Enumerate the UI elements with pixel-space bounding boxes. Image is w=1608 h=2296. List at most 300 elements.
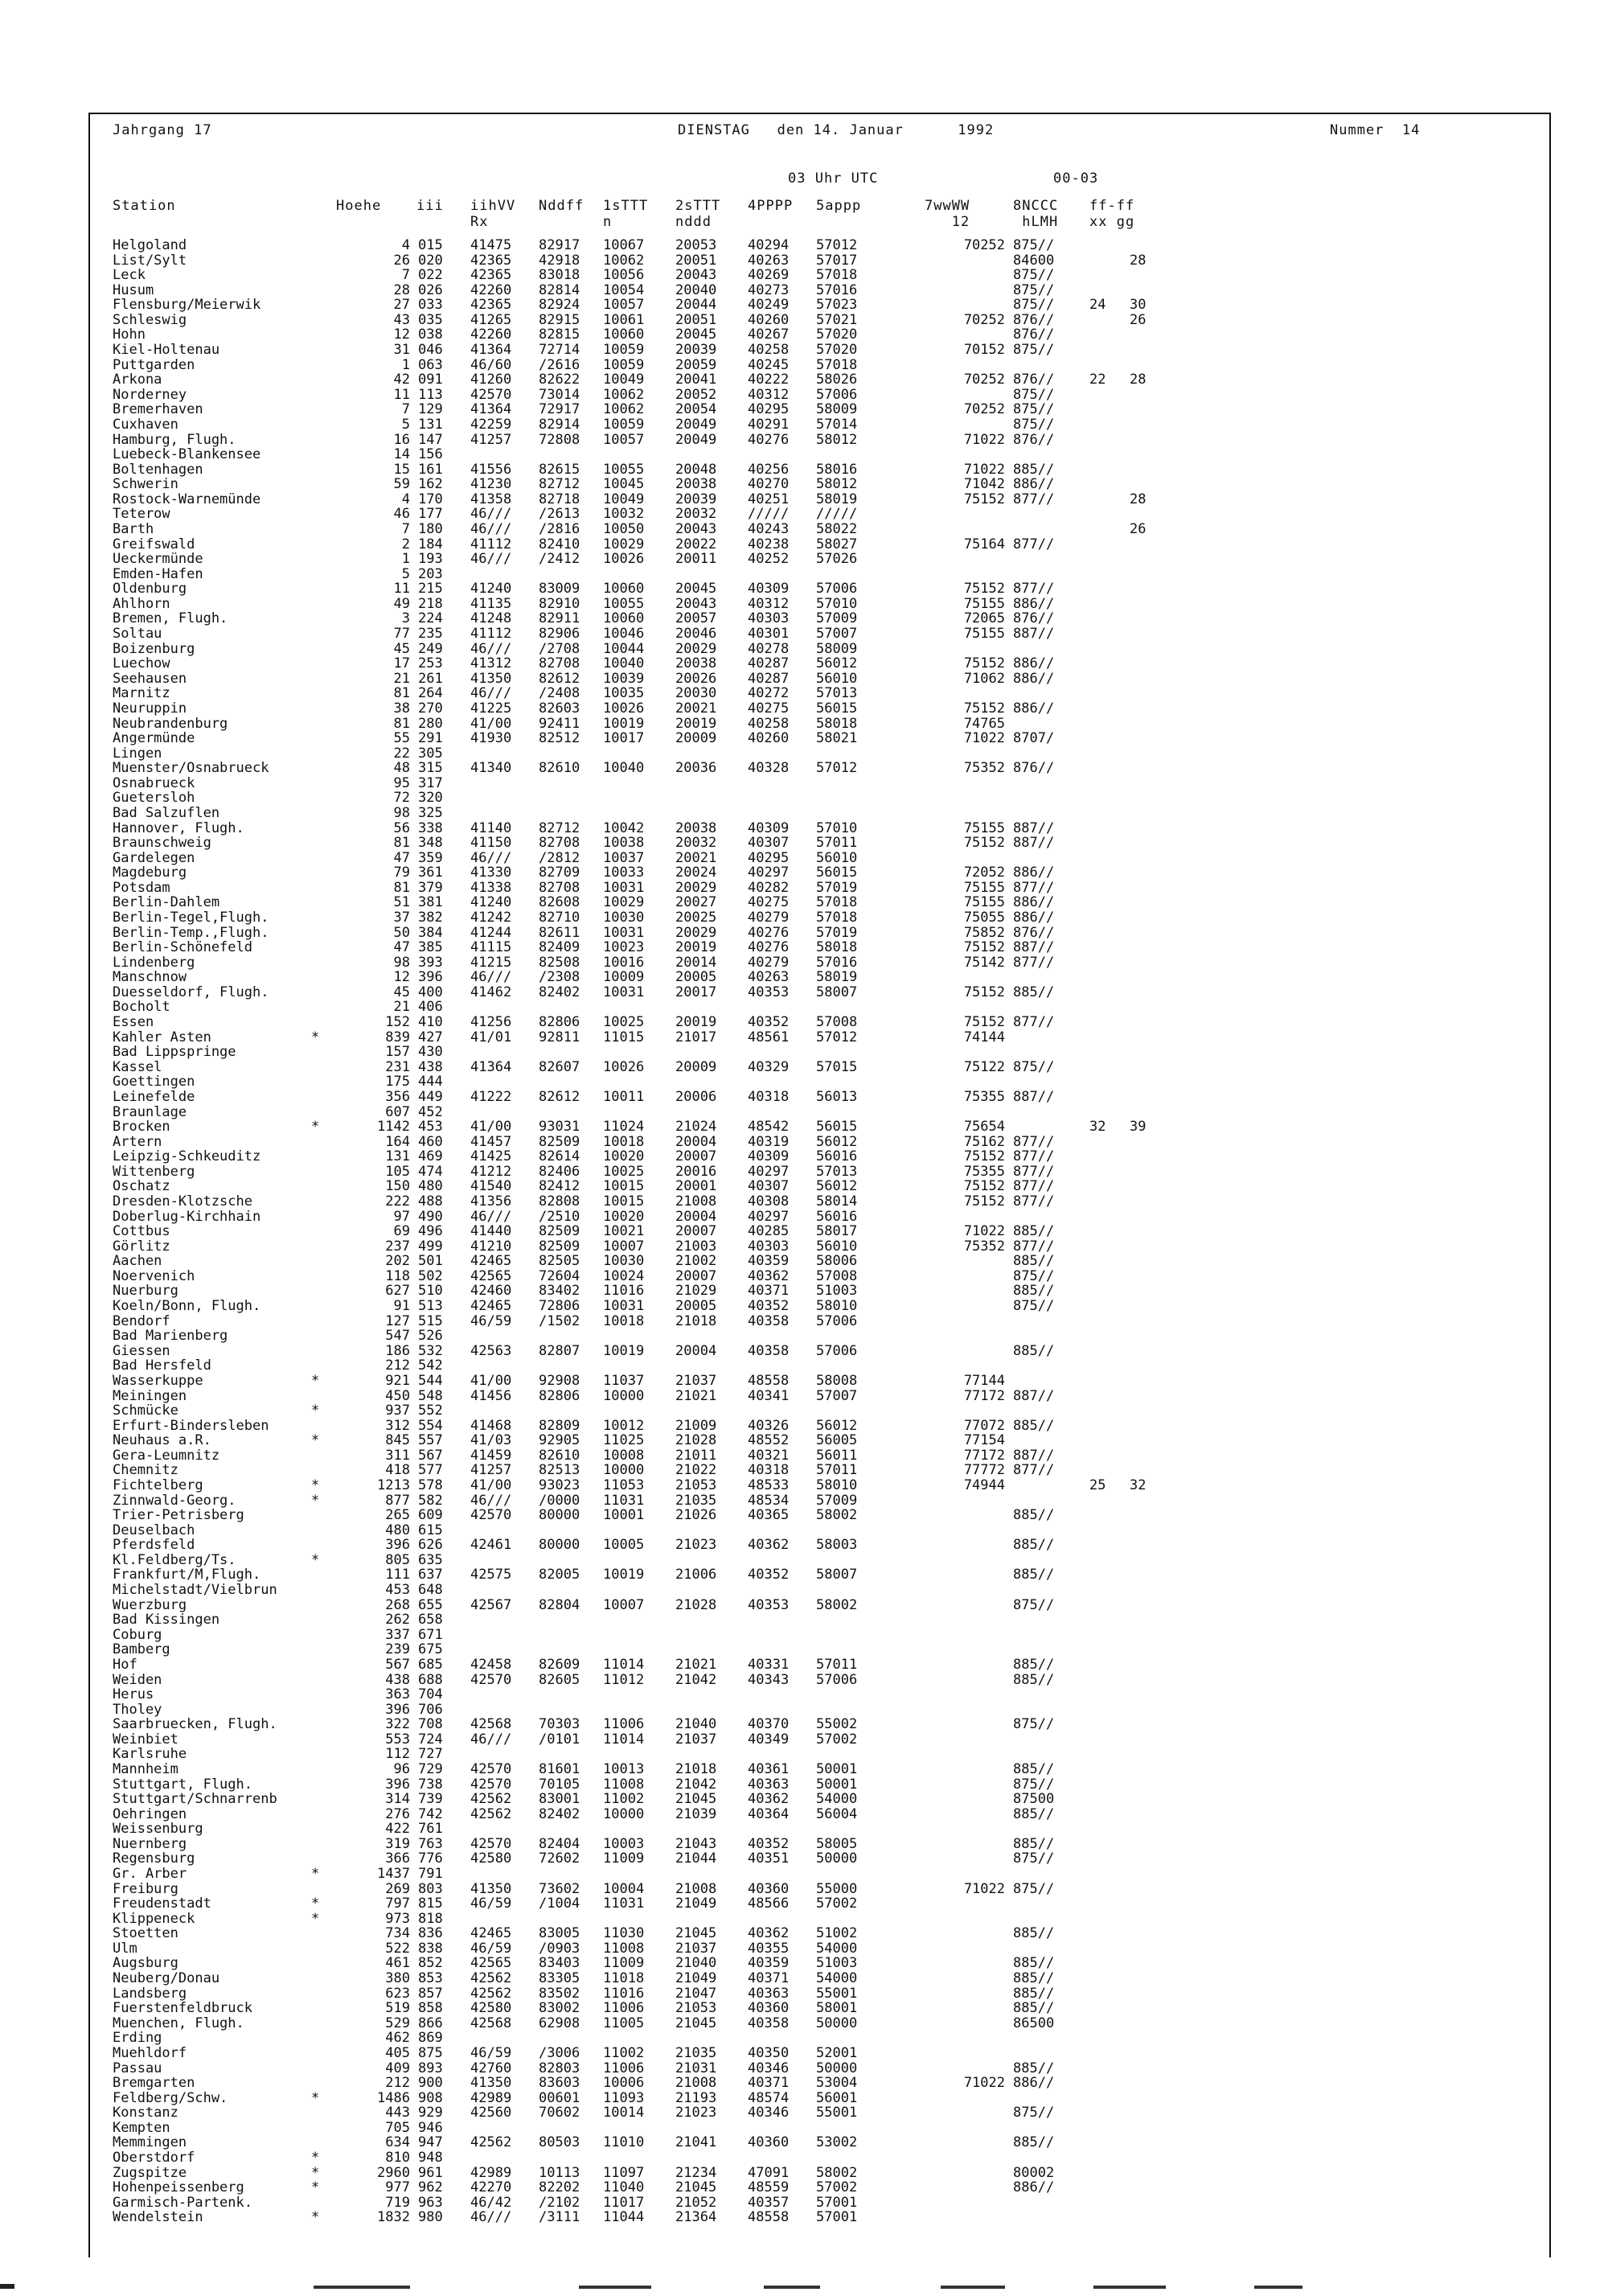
group-5appp: 57006 xyxy=(816,1671,858,1688)
group-8nccc: 885// xyxy=(1013,1970,1055,1987)
group-1sttt: 10055 xyxy=(603,595,645,612)
table-row xyxy=(113,1478,1479,1493)
table-row xyxy=(113,926,1479,941)
station-name: Weiden xyxy=(113,1671,162,1688)
station-hoehe: 96 xyxy=(393,1760,410,1777)
group-4pppp: 40370 xyxy=(748,1716,790,1733)
station-iii: 261 xyxy=(418,670,443,687)
group-1sttt: 10016 xyxy=(603,954,645,971)
station-iii: 961 xyxy=(418,2164,443,2181)
group-7wwww: 75055 xyxy=(963,910,1005,926)
station-name: Wuerzburg xyxy=(113,1596,187,1613)
table-row xyxy=(113,1747,1479,1762)
station-iii: 499 xyxy=(418,1238,443,1255)
group-4pppp: 40362 xyxy=(748,1791,790,1808)
station-iii: 818 xyxy=(418,1910,443,1927)
station-name: Barth xyxy=(113,520,154,537)
col-1sttt: 1sTTT n xyxy=(603,198,649,230)
group-5appp: 57011 xyxy=(816,835,858,852)
group-5appp: 58002 xyxy=(816,2164,858,2181)
group-ihvv: 42460 xyxy=(470,1283,512,1300)
group-5appp: 54000 xyxy=(816,1970,858,1987)
group-7wwww: 75152 xyxy=(963,1193,1005,1210)
group-2sttt: 20011 xyxy=(675,551,717,568)
group-8nccc: 886// xyxy=(1013,910,1055,926)
group-ihvv: 41257 xyxy=(470,1462,512,1479)
table-row xyxy=(113,1164,1479,1180)
group-5appp: 53002 xyxy=(816,2134,858,2151)
station-name: Neuberg/Donau xyxy=(113,1970,220,1987)
group-7wwww: 75162 xyxy=(963,1133,1005,1150)
group-ihvv: 46/// xyxy=(470,969,512,986)
station-iii: 488 xyxy=(418,1193,443,1210)
group-2sttt: 20004 xyxy=(675,1342,717,1359)
station-hoehe: 15 xyxy=(393,461,410,478)
group-ihvv: 41215 xyxy=(470,954,512,971)
station-hoehe: 314 xyxy=(385,1791,410,1808)
table-row xyxy=(113,1762,1479,1777)
group-4pppp: 40341 xyxy=(748,1387,790,1404)
group-nddff: 80000 xyxy=(539,1537,580,1554)
group-nddff: 82808 xyxy=(539,1193,580,1210)
group-8nccc: 875// xyxy=(1013,1880,1055,1897)
group-2sttt: 21193 xyxy=(675,2089,717,2106)
group-4pppp: 40352 xyxy=(748,1835,790,1852)
group-4pppp: 40360 xyxy=(748,2000,790,2017)
group-ihvv: 42570 xyxy=(470,1776,512,1793)
group-2sttt: 20007 xyxy=(675,1267,717,1284)
group-5appp: 58027 xyxy=(816,536,858,552)
group-ihvv: 42568 xyxy=(470,1716,512,1733)
station-name: Weinbiet xyxy=(113,1731,178,1748)
group-4pppp: 40361 xyxy=(748,1760,790,1777)
group-4pppp: 40358 xyxy=(748,2015,790,2031)
group-nddff: /2816 xyxy=(539,520,580,537)
group-1sttt: 11014 xyxy=(603,1656,645,1673)
station-iii: 359 xyxy=(418,849,443,866)
group-nddff: 82505 xyxy=(539,1253,580,1270)
group-ihvv: 42568 xyxy=(470,2015,512,2031)
table-row xyxy=(113,402,1479,417)
group-8nccc: 886// xyxy=(1013,700,1055,717)
group-nddff: 82509 xyxy=(539,1223,580,1240)
station-iii: 791 xyxy=(418,1866,443,1883)
station-hoehe: 112 xyxy=(385,1746,410,1763)
station-iii: 948 xyxy=(418,2150,443,2166)
group-ihvv: 46/// xyxy=(470,1731,512,1748)
station-hoehe: 12 xyxy=(393,969,410,986)
table-row xyxy=(113,1717,1479,1732)
station-hoehe: 937 xyxy=(385,1403,410,1419)
table-row xyxy=(113,970,1479,985)
group-4pppp: 40282 xyxy=(748,879,790,896)
station-iii: 035 xyxy=(418,311,443,328)
group-5appp: 57021 xyxy=(816,311,858,328)
group-2sttt: 20038 xyxy=(675,476,717,493)
table-row xyxy=(113,1403,1479,1419)
station-name: Braunschweig xyxy=(113,835,211,852)
station-iii: 490 xyxy=(418,1208,443,1225)
group-nddff: 82803 xyxy=(539,2060,580,2076)
station-hoehe: 7 xyxy=(401,267,410,284)
station-iii: 675 xyxy=(418,1641,443,1658)
table-row xyxy=(113,1284,1479,1299)
table-row xyxy=(113,1119,1479,1135)
table-row xyxy=(113,1105,1479,1120)
table-row xyxy=(113,806,1479,821)
group-4pppp: 48566 xyxy=(748,1896,790,1912)
group-4pppp: 40328 xyxy=(748,760,790,777)
group-nddff: 82710 xyxy=(539,910,580,926)
group-5appp: 57009 xyxy=(816,1492,858,1509)
table-row xyxy=(113,433,1479,448)
table-row xyxy=(113,1882,1479,1897)
group-2sttt: 21364 xyxy=(675,2209,717,2226)
station-hoehe: 17 xyxy=(393,655,410,672)
station-hoehe: 47 xyxy=(393,939,410,956)
station-name: Konstanz xyxy=(113,2105,178,2121)
station-hoehe: 418 xyxy=(385,1462,410,1479)
station-name: Hannover, Flugh. xyxy=(113,819,244,836)
station-name: Freudenstadt xyxy=(113,1896,211,1912)
group-8nccc: 886// xyxy=(1013,2075,1055,2092)
group-nddff: 82615 xyxy=(539,461,580,478)
group-2sttt: 21018 xyxy=(675,1312,717,1329)
group-4pppp: 40278 xyxy=(748,640,790,657)
group-8nccc: 885// xyxy=(1013,2000,1055,2017)
station-hoehe: 47 xyxy=(393,849,410,866)
table-row xyxy=(113,1986,1479,2002)
group-7wwww: 75152 xyxy=(963,1178,1005,1195)
group-2sttt: 20029 xyxy=(675,924,717,941)
station-name: Leck xyxy=(113,267,146,284)
station-hoehe: 567 xyxy=(385,1656,410,1673)
station-iii: 393 xyxy=(418,954,443,971)
group-1sttt: 11016 xyxy=(603,1985,645,2002)
group-8nccc: 885// xyxy=(1013,2060,1055,2076)
group-5appp: 55001 xyxy=(816,1985,858,2002)
station-name: Ueckermünde xyxy=(113,551,203,568)
station-iii: 396 xyxy=(418,969,443,986)
group-2sttt: 20024 xyxy=(675,865,717,881)
group-4pppp: 40371 xyxy=(748,1283,790,1300)
station-iii: 947 xyxy=(418,2134,443,2151)
station-hoehe: 50 xyxy=(393,924,410,941)
group-1sttt: 10015 xyxy=(603,1193,645,1210)
col-7wwww: 7wwWW 12 xyxy=(925,198,970,230)
group-nddff: 82911 xyxy=(539,610,580,627)
group-ihvv: 41112 xyxy=(470,536,512,552)
group-ihvv: 42560 xyxy=(470,2105,512,2121)
table-row xyxy=(113,2210,1479,2225)
group-nddff: /2616 xyxy=(539,356,580,373)
group-ihvv: 46/// xyxy=(470,640,512,657)
station-hoehe: 22 xyxy=(393,745,410,762)
station-iii: 020 xyxy=(418,252,443,269)
station-name: Frankfurt/M,Flugh. xyxy=(113,1567,261,1583)
table-row xyxy=(113,1299,1479,1314)
station-hoehe: 366 xyxy=(385,1850,410,1867)
group-1sttt: 10011 xyxy=(603,1088,645,1105)
station-name: Weissenburg xyxy=(113,1821,203,1838)
group-nddff: 82712 xyxy=(539,476,580,493)
station-name: Magdeburg xyxy=(113,865,187,881)
group-4pppp: 48533 xyxy=(748,1477,790,1493)
table-row xyxy=(113,417,1479,433)
group-4pppp: 40222 xyxy=(748,372,790,388)
station-iii: 382 xyxy=(418,910,443,926)
table-row xyxy=(113,1687,1479,1702)
station-name: Bad Lippspringe xyxy=(113,1044,236,1061)
table-row xyxy=(113,2121,1479,2136)
table-row xyxy=(113,1612,1479,1628)
group-nddff: 83009 xyxy=(539,581,580,598)
group-ihvv: 42989 xyxy=(470,2089,512,2106)
group-2sttt: 21023 xyxy=(675,1537,717,1554)
group-5appp: 58018 xyxy=(816,939,858,956)
station-hoehe: 422 xyxy=(385,1821,410,1838)
group-nddff: 82402 xyxy=(539,1805,580,1822)
station-iii: 253 xyxy=(418,655,443,672)
station-iii: 315 xyxy=(418,760,443,777)
station-hoehe: 131 xyxy=(385,1148,410,1165)
mountain-marker: * xyxy=(311,2209,320,2226)
group-1sttt: 10005 xyxy=(603,1537,645,1554)
station-hoehe: 607 xyxy=(385,1103,410,1120)
group-4pppp: 40371 xyxy=(748,1970,790,1987)
station-hoehe: 443 xyxy=(385,2105,410,2121)
group-5appp: 58009 xyxy=(816,401,858,418)
table-row xyxy=(113,851,1479,866)
station-iii: 858 xyxy=(418,2000,443,2017)
group-5appp: 50000 xyxy=(816,2060,858,2076)
table-row xyxy=(113,2091,1479,2106)
table-row xyxy=(113,1702,1479,1718)
group-5appp: 57009 xyxy=(816,610,858,627)
group-ihvv: 46/60 xyxy=(470,356,512,373)
group-7wwww: 72065 xyxy=(963,610,1005,627)
group-ihvv: 42575 xyxy=(470,1567,512,1583)
group-1sttt: 11015 xyxy=(603,1029,645,1045)
station-name: Ulm xyxy=(113,1940,137,1957)
table-row xyxy=(113,2061,1479,2076)
table-row xyxy=(113,731,1479,746)
group-2sttt: 20032 xyxy=(675,835,717,852)
group-ihvv: 41457 xyxy=(470,1133,512,1150)
group-2sttt: 21041 xyxy=(675,2134,717,2151)
group-ihvv: 42461 xyxy=(470,1537,512,1554)
group-2sttt: 20054 xyxy=(675,401,717,418)
station-name: Neuhaus a.R. xyxy=(113,1432,211,1449)
group-2sttt: 21031 xyxy=(675,2060,717,2076)
group-1sttt: 10000 xyxy=(603,1462,645,1479)
group-5appp: 58026 xyxy=(816,372,858,388)
group-4pppp: 40294 xyxy=(748,237,790,253)
station-hoehe: 529 xyxy=(385,2015,410,2031)
group-ihvv: 42989 xyxy=(470,2164,512,2181)
group-2sttt: 20025 xyxy=(675,910,717,926)
group-8nccc: 885// xyxy=(1013,1537,1055,1554)
group-5appp: 58002 xyxy=(816,1507,858,1524)
table-row xyxy=(113,2195,1479,2211)
group-nddff: /0101 xyxy=(539,1731,580,1748)
station-hoehe: 97 xyxy=(393,1208,410,1225)
station-hoehe: 319 xyxy=(385,1835,410,1852)
station-name: Oldenburg xyxy=(113,581,187,598)
group-8nccc: 875// xyxy=(1013,297,1055,314)
station-name: Neuruppin xyxy=(113,700,187,717)
group-ihvv: 42562 xyxy=(470,1805,512,1822)
group-1sttt: 10054 xyxy=(603,281,645,298)
station-name: Seehausen xyxy=(113,670,187,687)
station-hoehe: 95 xyxy=(393,774,410,791)
group-4pppp: ///// xyxy=(748,506,790,523)
group-8nccc: 876// xyxy=(1013,431,1055,448)
station-hoehe: 409 xyxy=(385,2060,410,2076)
group-2sttt: 21044 xyxy=(675,1850,717,1867)
group-nddff: 82622 xyxy=(539,372,580,388)
station-hoehe: 21 xyxy=(393,670,410,687)
station-name: List/Sylt xyxy=(113,252,187,269)
station-hoehe: 1437 xyxy=(377,1866,410,1883)
group-8nccc: 86500 xyxy=(1013,2015,1055,2031)
group-ihvv: 41930 xyxy=(470,730,512,747)
col-2sttt: 2sTTT nddd xyxy=(675,198,721,230)
station-name: Augsburg xyxy=(113,1955,178,1972)
station-hoehe: 450 xyxy=(385,1387,410,1404)
station-hoehe: 877 xyxy=(385,1492,410,1509)
group-1sttt: 11012 xyxy=(603,1671,645,1688)
group-8nccc: 875// xyxy=(1013,401,1055,418)
group-8nccc: 876// xyxy=(1013,610,1055,627)
group-8nccc: 877// xyxy=(1013,1462,1055,1479)
group-nddff: 73602 xyxy=(539,1880,580,1897)
group-7wwww: 74944 xyxy=(963,1477,1005,1493)
group-8nccc: 875// xyxy=(1013,1267,1055,1284)
station-hoehe: 111 xyxy=(385,1567,410,1583)
station-name: Hohenpeissenberg xyxy=(113,2179,244,2196)
group-ihvv: 41256 xyxy=(470,1014,512,1031)
group-ihvv: 42562 xyxy=(470,1970,512,1987)
group-8nccc: 886// xyxy=(1013,2179,1055,2196)
station-iii: 452 xyxy=(418,1103,443,1120)
group-nddff: 83502 xyxy=(539,1985,580,2002)
group-1sttt: 11018 xyxy=(603,1970,645,1987)
station-hoehe: 45 xyxy=(393,984,410,1000)
station-iii: 582 xyxy=(418,1492,443,1509)
station-name: Bremgarten xyxy=(113,2075,195,2092)
group-nddff: /2102 xyxy=(539,2194,580,2211)
group-nddff: 82410 xyxy=(539,536,580,552)
group-7wwww: 77172 xyxy=(963,1447,1005,1464)
group-1sttt: 10004 xyxy=(603,1880,645,1897)
station-iii: 900 xyxy=(418,2075,443,2092)
group-1sttt: 11009 xyxy=(603,1955,645,1972)
group-8nccc: 87500 xyxy=(1013,1791,1055,1808)
group-2sttt: 20009 xyxy=(675,730,717,747)
group-7wwww: 75152 xyxy=(963,1014,1005,1031)
table-row xyxy=(113,1837,1479,1852)
station-iii: 727 xyxy=(418,1746,443,1763)
group-8nccc: 885// xyxy=(1013,1283,1055,1300)
table-row xyxy=(113,1419,1479,1434)
group-4pppp: 40353 xyxy=(748,1596,790,1613)
group-2sttt: 20038 xyxy=(675,819,717,836)
table-row xyxy=(113,552,1479,567)
group-1sttt: 10009 xyxy=(603,969,645,986)
group-ihvv: 41248 xyxy=(470,610,512,627)
group-2sttt: 21023 xyxy=(675,2105,717,2121)
group-4pppp: 40275 xyxy=(748,700,790,717)
group-7wwww: 75152 xyxy=(963,939,1005,956)
station-iii: 857 xyxy=(418,1985,443,2002)
group-5appp: 57012 xyxy=(816,760,858,777)
group-2sttt: 21008 xyxy=(675,1880,717,1897)
station-iii: 853 xyxy=(418,1970,443,1987)
station-hoehe: 262 xyxy=(385,1612,410,1629)
station-iii: 893 xyxy=(418,2060,443,2076)
station-iii: 724 xyxy=(418,1731,443,1748)
group-5appp: 56016 xyxy=(816,1148,858,1165)
group-1sttt: 10003 xyxy=(603,1835,645,1852)
group-8nccc: 875// xyxy=(1013,1850,1055,1867)
group-nddff: 82806 xyxy=(539,1387,580,1404)
station-name: Feldberg/Schw. xyxy=(113,2089,228,2106)
station-name: Potsdam xyxy=(113,879,170,896)
group-1sttt: 10031 xyxy=(603,924,645,941)
group-5appp: 50001 xyxy=(816,1760,858,1777)
group-ihvv: 46/// xyxy=(470,506,512,523)
table-row xyxy=(113,447,1479,462)
group-2sttt: 20019 xyxy=(675,715,717,732)
station-iii: 908 xyxy=(418,2089,443,2106)
group-1sttt: 10049 xyxy=(603,491,645,507)
group-1sttt: 10015 xyxy=(603,1178,645,1195)
group-nddff: 62908 xyxy=(539,2015,580,2031)
group-2sttt: 20045 xyxy=(675,327,717,343)
group-4pppp: 40245 xyxy=(748,356,790,373)
table-row xyxy=(113,238,1479,253)
station-name: Gardelegen xyxy=(113,849,195,866)
table-row xyxy=(113,1045,1479,1060)
station-iii: 320 xyxy=(418,790,443,807)
station-hoehe: 77 xyxy=(393,626,410,643)
group-2sttt: 20044 xyxy=(675,297,717,314)
group-8nccc: 877// xyxy=(1013,1163,1055,1180)
station-name: Landsberg xyxy=(113,1985,187,2002)
group-ihvv: 41112 xyxy=(470,626,512,643)
group-2sttt: 21003 xyxy=(675,1238,717,1255)
group-4pppp: 40357 xyxy=(748,2194,790,2211)
wind-ff: 32 xyxy=(1089,1119,1106,1136)
table-row xyxy=(113,537,1479,552)
group-7wwww: 71022 xyxy=(963,461,1005,478)
group-nddff: /3111 xyxy=(539,2209,580,2226)
station-name: Berlin-Temp.,Flugh. xyxy=(113,924,269,941)
group-nddff: 92411 xyxy=(539,715,580,732)
station-name: Lindenberg xyxy=(113,954,195,971)
group-1sttt: 11006 xyxy=(603,2000,645,2017)
group-5appp: 58010 xyxy=(816,1477,858,1493)
mountain-marker: * xyxy=(311,2164,320,2181)
group-5appp: 57002 xyxy=(816,1731,858,1748)
group-ihvv: 42260 xyxy=(470,281,512,298)
group-4pppp: 40363 xyxy=(748,1985,790,2002)
group-2sttt: 20014 xyxy=(675,954,717,971)
group-ihvv: 41257 xyxy=(470,431,512,448)
group-nddff: 82412 xyxy=(539,1178,580,1195)
station-hoehe: 1 xyxy=(401,356,410,373)
